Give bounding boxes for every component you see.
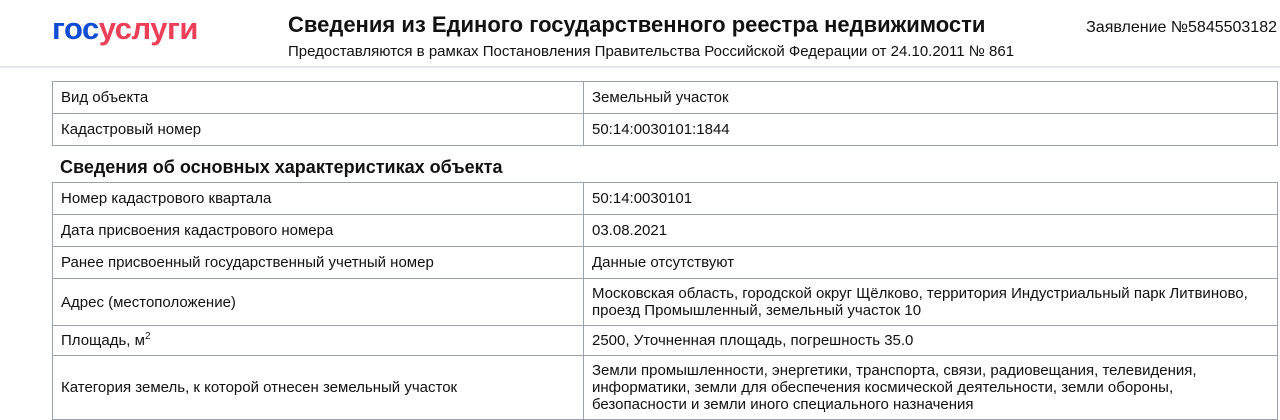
extract-content bbox=[52, 81, 1278, 420]
address-value: Московская область, городской округ Щёлково, территория Индустриальный парк Литвиново, проезд Промышленный, земельный участок 10 bbox=[584, 279, 1278, 326]
document-subtitle: Предоставляются в рамках Постановления Правительства Российской Федерации от 24.10.2011 № 861 bbox=[288, 43, 1015, 60]
table-row bbox=[53, 356, 1278, 420]
area-unit-superscript: 2 bbox=[144, 331, 151, 342]
address-label: Адрес (местоположение) bbox=[53, 279, 584, 326]
previous-number-label: Ранее присвоенный государственный учетный номер bbox=[53, 247, 584, 279]
object-type-value: Земельный участок bbox=[584, 82, 1278, 114]
logo-part-uslugi: услуги bbox=[98, 11, 198, 46]
assigned-date-value: 03.08.2021 bbox=[584, 215, 1278, 247]
area-value: 2500, Уточненная площадь, погрешность 35.0 bbox=[584, 326, 1278, 356]
characteristics-table bbox=[52, 182, 1278, 420]
page-header bbox=[0, 0, 1280, 68]
previous-number-value: Данные отсутствуют bbox=[584, 247, 1278, 279]
table-row bbox=[53, 247, 1278, 279]
table-row bbox=[53, 326, 1278, 356]
table-row bbox=[53, 279, 1278, 326]
document-title: Сведения из Единого государственного реестра недвижимости bbox=[288, 12, 986, 37]
table-row bbox=[53, 215, 1278, 247]
table-row bbox=[53, 82, 1278, 114]
area-label: Площадь, м bbox=[61, 332, 145, 349]
table-row bbox=[53, 114, 1278, 146]
area-label-cell bbox=[53, 326, 584, 356]
characteristics-section-title: Сведения об основных характеристиках объекта bbox=[60, 157, 503, 177]
cadastral-number-value: 50:14:0030101:1844 bbox=[584, 114, 1278, 146]
cadastral-number-label: Кадастровый номер bbox=[53, 114, 584, 146]
quarter-number-label: Номер кадастрового квартала bbox=[53, 183, 584, 215]
logo-part-gos: гос bbox=[52, 11, 99, 46]
application-number: Заявление №5845503182 bbox=[1086, 19, 1277, 36]
quarter-number-value: 50:14:0030101 bbox=[584, 183, 1278, 215]
object-info-table bbox=[52, 81, 1278, 146]
assigned-date-label: Дата присвоения кадастрового номера bbox=[53, 215, 584, 247]
land-category-label: Категория земель, к которой отнесен земельный участок bbox=[53, 356, 584, 420]
table-row bbox=[53, 183, 1278, 215]
land-category-value: Земли промышленности, энергетики, транспорта, связи, радиовещания, телевидения, информатики, земли для обеспечения космической деятельности, земли обороны, безопасности и земли иного специального назначения bbox=[584, 356, 1278, 420]
object-type-label: Вид объекта bbox=[53, 82, 584, 114]
gosuslugi-logo[interactable] bbox=[52, 11, 198, 47]
